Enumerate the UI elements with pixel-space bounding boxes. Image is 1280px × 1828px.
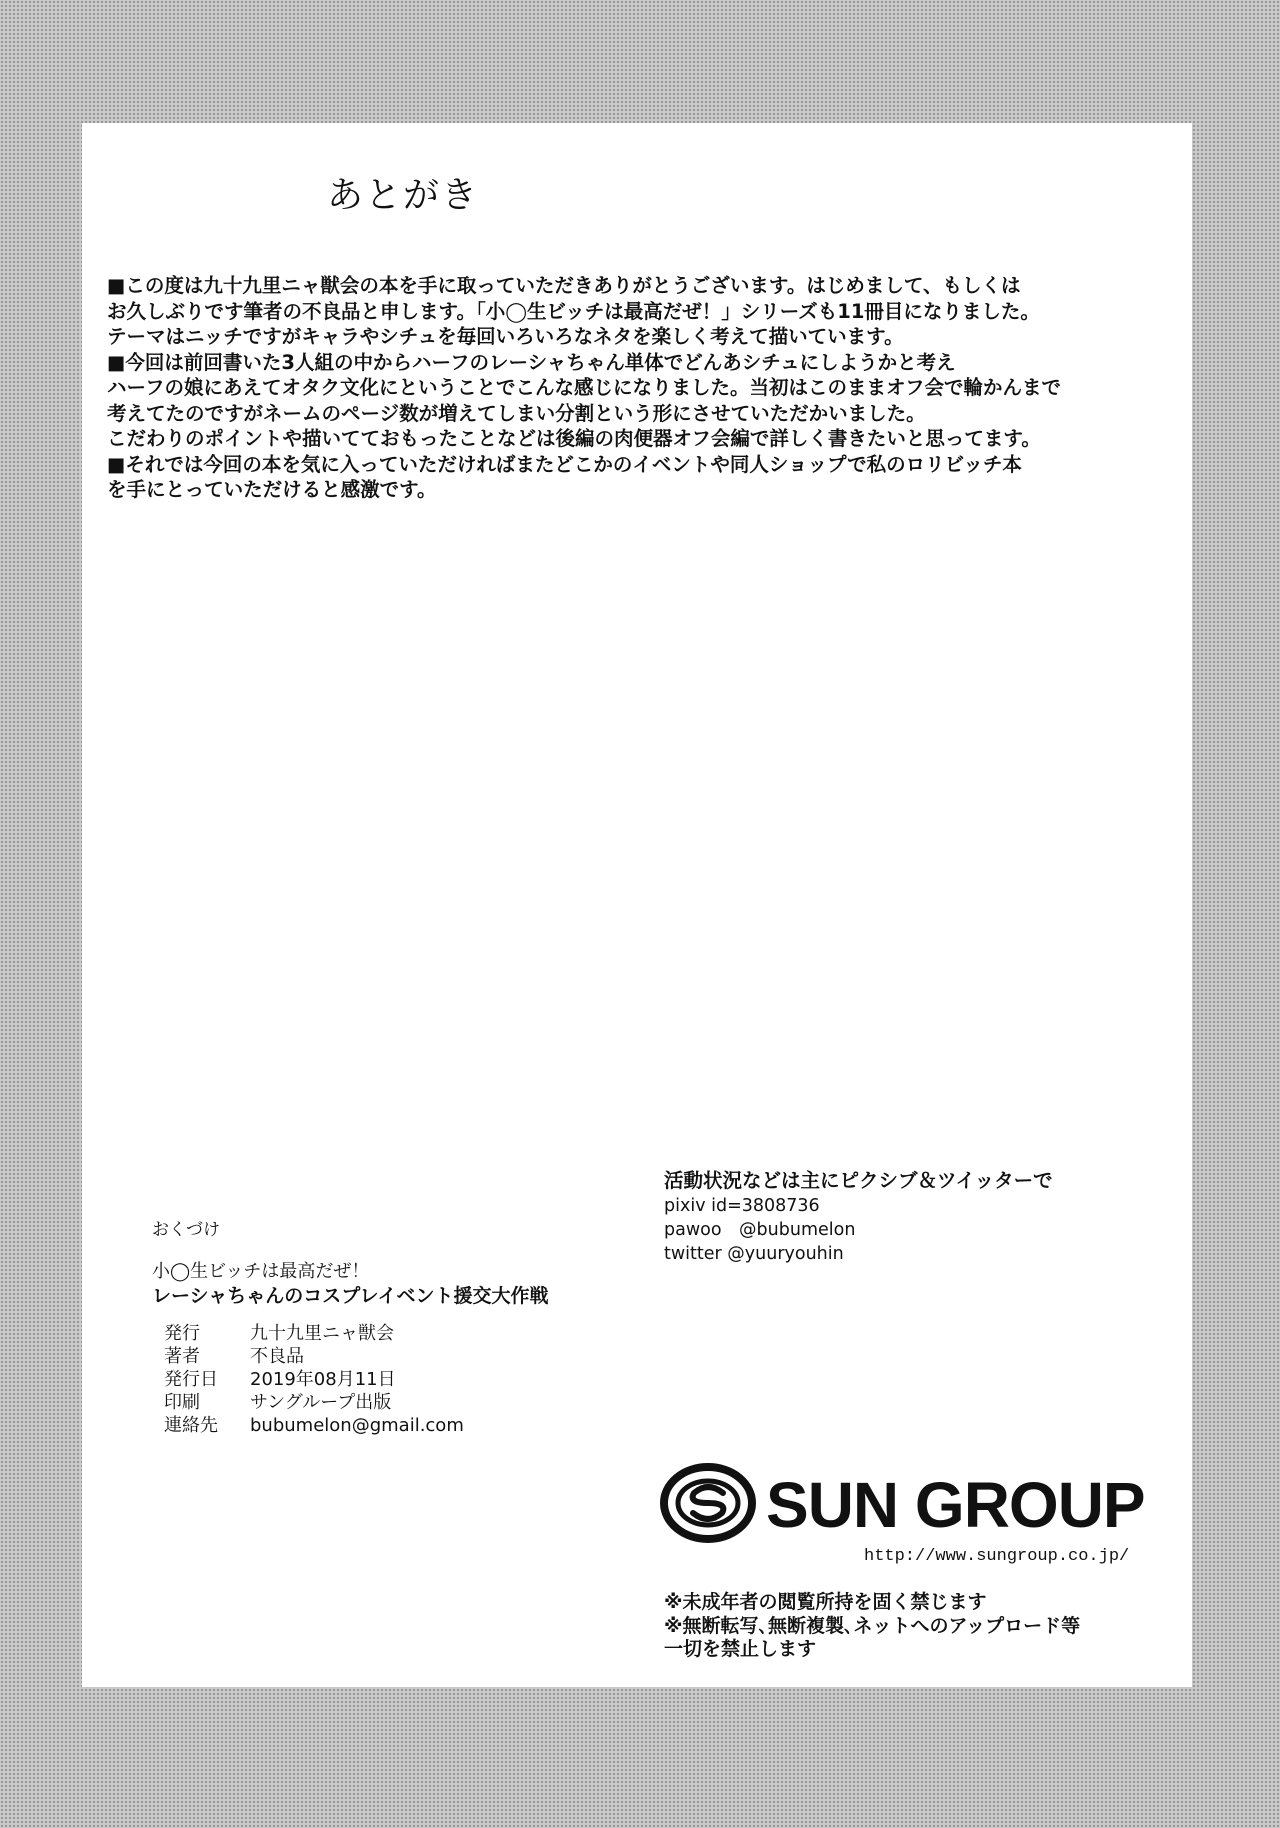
pawoo-handle: pawoo @bubumelon xyxy=(664,1220,856,1240)
activity-info xyxy=(664,1168,1144,1266)
colophon-row xyxy=(164,1368,464,1391)
document-page xyxy=(82,123,1192,1687)
notice-line: 一切を禁止します xyxy=(664,1638,817,1660)
colophon-value: サングループ出版 xyxy=(250,1392,392,1413)
afterword-line: を手にとっていただけると感激です。 xyxy=(107,478,437,501)
colophon-key: 連絡先 xyxy=(164,1415,218,1436)
colophon-row xyxy=(164,1391,464,1414)
afterword-line: ■それでは今回の本を気に入っていただければまたどこかのイベントや同人ショップで私のロリビッチ本 xyxy=(107,452,1022,476)
colophon-key: 印刷 xyxy=(164,1392,200,1413)
afterword-line: 考えてたのですがネームのページ数が増えてしまい分割という形にさせていただかいました。 xyxy=(107,401,926,425)
afterword-body xyxy=(107,273,1167,503)
sun-group-logo xyxy=(660,1463,1145,1583)
colophon-label: おくづけ xyxy=(152,1220,220,1240)
colophon-key: 発行 xyxy=(164,1323,200,1344)
sun-group-mark-icon xyxy=(660,1463,756,1543)
afterword-title: あとがき xyxy=(327,175,480,216)
colophon-value: 九十九里ニャ獣会 xyxy=(250,1323,394,1344)
colophon-value: 不良品 xyxy=(250,1346,304,1367)
afterword-line: ハーフの娘にあえてオタク文化にということでこんな感じになりました。当初はこのままオフ会で輪かんまで xyxy=(107,376,1061,399)
book-title-line1: 小◯生ビッチは最高だぜ！ xyxy=(152,1261,370,1282)
colophon-value: bubumelon@gmail.com xyxy=(250,1415,464,1436)
colophon-value: 2019年08月11日 xyxy=(250,1369,396,1390)
afterword-line: テーマはニッチですがキャラやシチュを毎回いろいろなネタを楽しく考えて描いています。 xyxy=(107,325,904,348)
colophon xyxy=(152,1215,672,1437)
book-title-line2: レーシャちゃんのコスプレイベント援交大作戦 xyxy=(152,1285,549,1307)
colophon-table xyxy=(164,1322,464,1437)
printer-url: http://www.sungroup.co.jp/ xyxy=(864,1547,1130,1566)
afterword-line: お久しぶりです筆者の不良品と申します。「小◯生ビッチは最高だぜ！」シリーズも11冊目になりました。 xyxy=(107,299,1040,323)
colophon-key: 著者 xyxy=(164,1346,200,1367)
colophon-key: 発行日 xyxy=(164,1369,218,1390)
notice-line: ※未成年者の閲覧所持を固く禁じます xyxy=(664,1591,987,1613)
afterword-line: こだわりのポイントや描いてておもったことなどは後編の肉便器オフ会編で詳しく書きたいと思ってます。 xyxy=(107,427,1041,450)
activity-heading: 活動状況などは主にピクシブ＆ツイッターで xyxy=(664,1169,1053,1192)
pixiv-id: pixiv id=3808736 xyxy=(664,1196,820,1216)
notices xyxy=(664,1591,1080,1662)
afterword-line: ■この度は九十九里ニャ獣会の本を手に取っていただきありがとうございます。はじめまして、もしくは xyxy=(107,274,1021,297)
colophon-row xyxy=(164,1322,464,1345)
colophon-row xyxy=(164,1345,464,1368)
printer-name: SUN GROUP xyxy=(766,1469,1145,1541)
afterword-line: ■今回は前回書いた3人組の中からハーフのレーシャちゃん単体でどんあシチュにしようかと考え xyxy=(107,350,956,374)
twitter-handle: twitter @yuuryouhin xyxy=(664,1244,844,1264)
notice-line: ※無断転写､無断複製､ネットへのアップロード等 xyxy=(664,1614,1081,1637)
colophon-row xyxy=(164,1414,464,1437)
